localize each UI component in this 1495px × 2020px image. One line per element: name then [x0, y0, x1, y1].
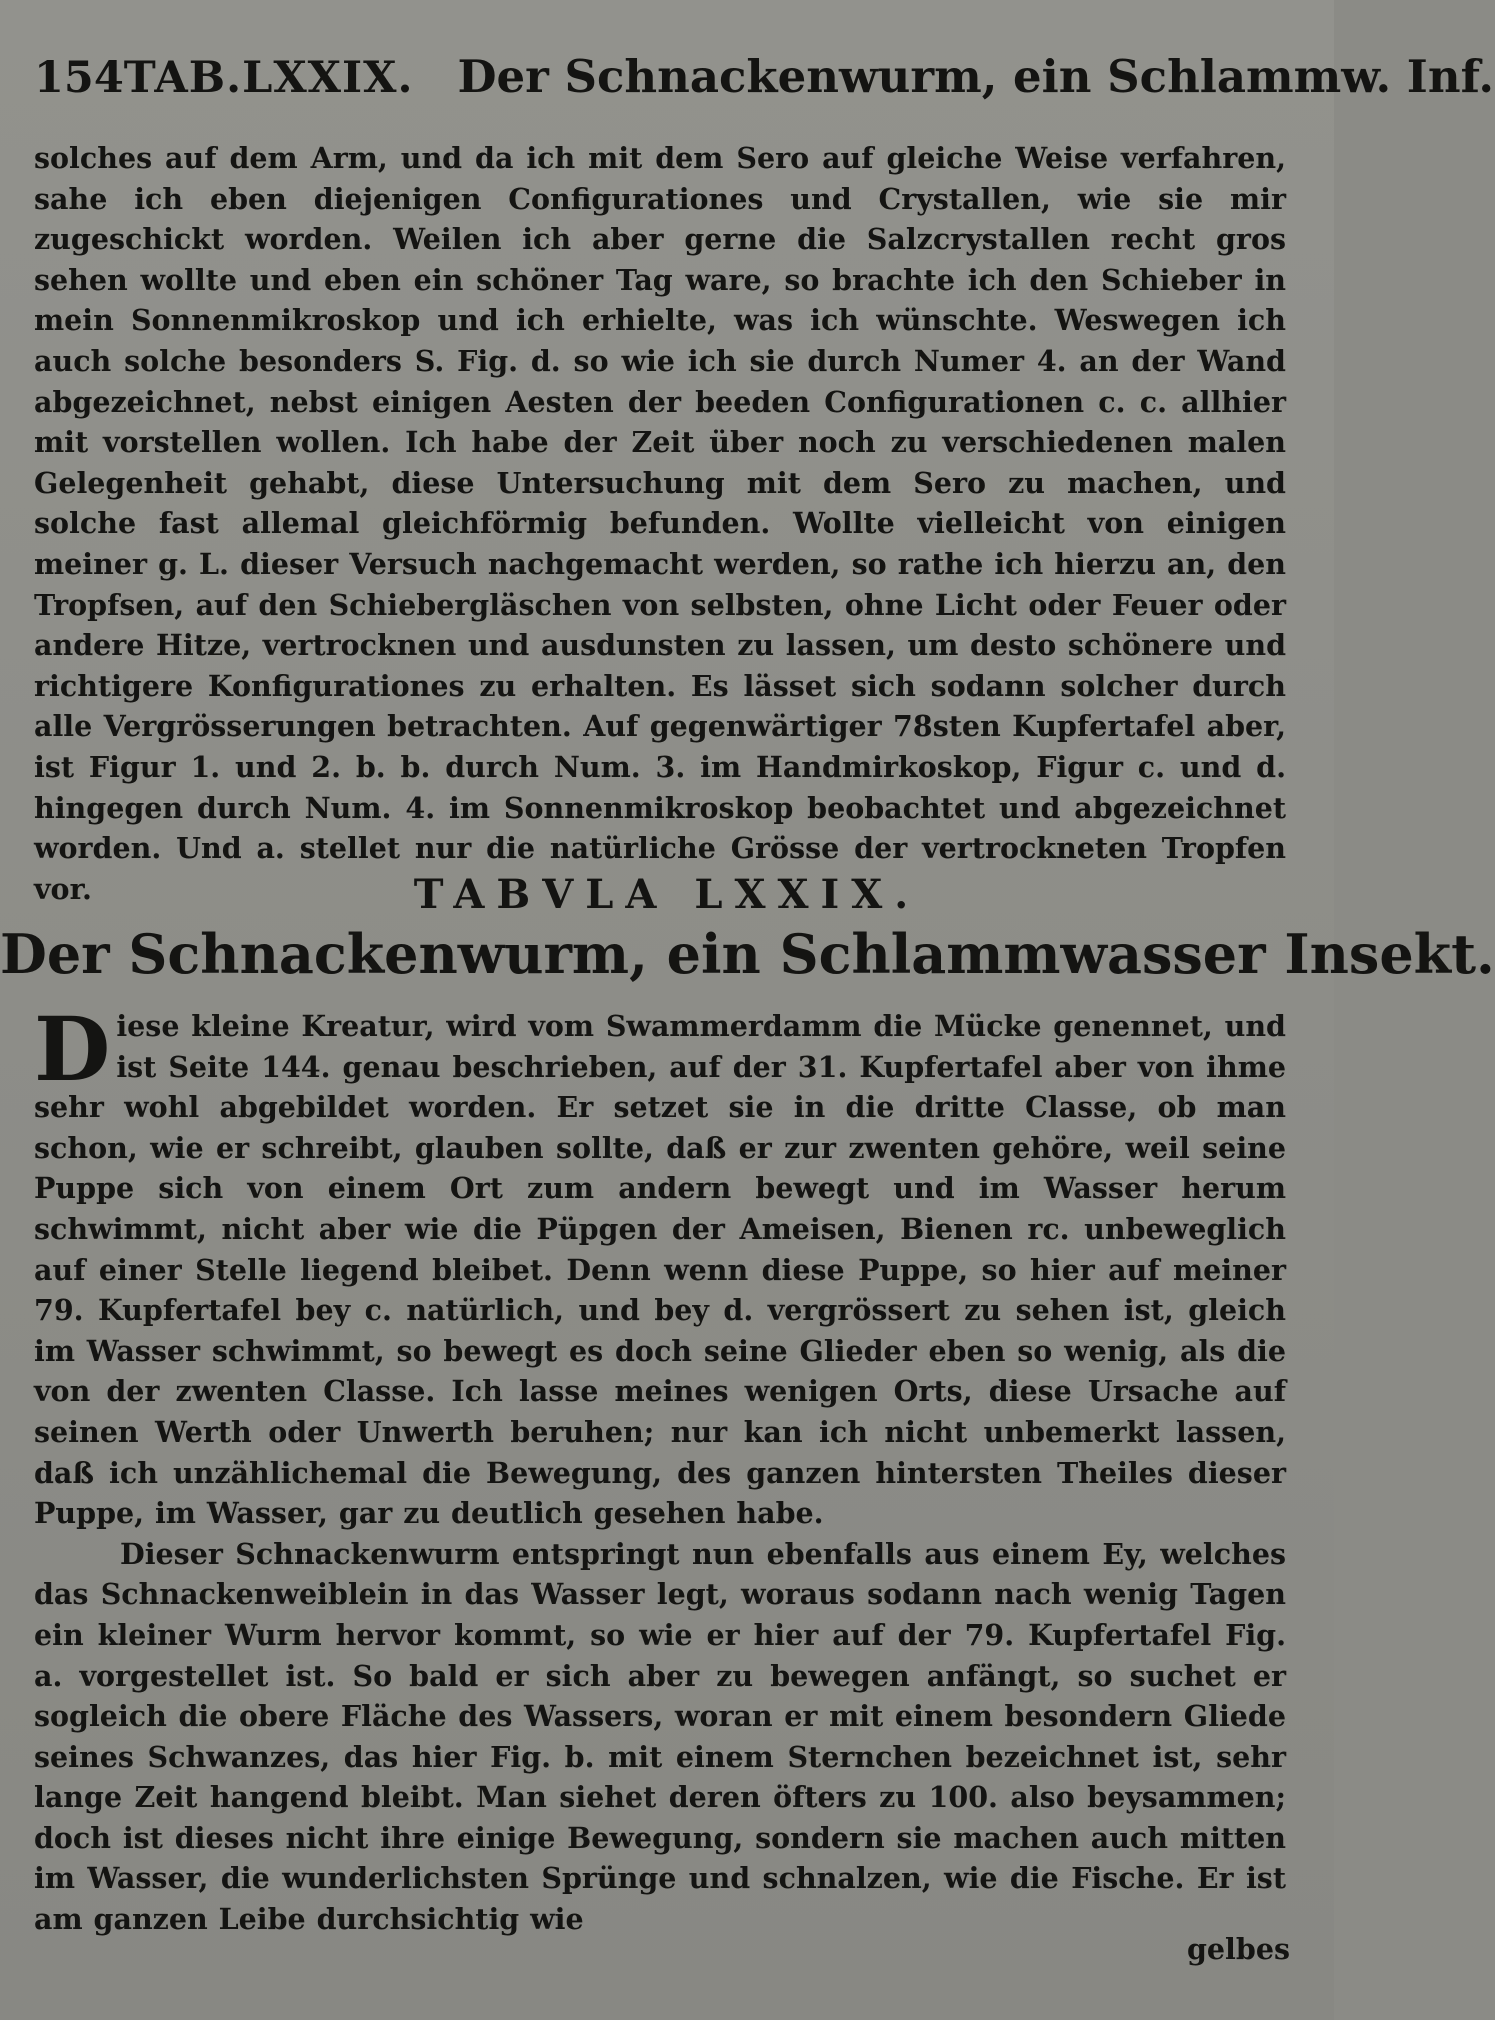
paragraph-2: Dieser Schnackenwurm entspringt nun ebenfalls aus einem Ey, welches das Schnackenweiblein in das Wasser legt, woraus sodann nach wenig Tagen ein kleiner Wurm hervor kommt, so wie er hier auf der 79. Kupfertafel Fig. a. vorgestellet ist. So bald er sich aber zu bewegen anfängt, so suchet er sogleich die obere Fläche des Wassers, woran er mit einem besondern Gliede seines Schwanzes, das hier Fig. b. mit einem Sternchen bezeichnet ist, sehr lange Zeit hangend bleibt. Man siehet deren öfters zu 100. also beysammen; doch ist dieses nicht ihre einige Bewegung, sondern sie machen auch mitten im Wasser, die wunderlichsten Sprünge und schnalzen, wie die Fische. Er ist am ganzen Leibe durchsichtig wie — [34, 1536, 1286, 1937]
plate-heading: TABVLA LXXIX. — [413, 871, 921, 918]
running-header — [34, 50, 1494, 120]
page-number: 154 — [34, 53, 124, 103]
text-block-main — [34, 997, 1286, 1937]
section-title: Der Schnackenwurm, ein Schlammwasser Insekt. — [0, 922, 1495, 986]
paragraph-1 — [34, 997, 1286, 1534]
catchword: gelbes — [1187, 1932, 1290, 1966]
drop-cap: D — [34, 997, 111, 1101]
paragraph-1-text: iese kleine Kreatur, wird vom Swammerdamm die Mücke genennet, und ist Seite 144. genau beschrieben, auf der 31. Kupfertafel aber von ihme sehr wohl abgebildet worden. Er setzet sie in die dritte Classe, ob man schon, wie er schreibt, glauben sollte, daß er zur zwenten gehöre, weil seine Puppe sich von einem Ort zum andern bewegt und im Wasser herum schwimmt, nicht aber wie die Püpgen der Ameisen, Bienen rc. unbeweglich auf einer Stelle liegend bleibet. Denn wenn diese Puppe, so hier auf meiner 79. Kupfertafel bey c. natürlich, und bey d. vergrössert zu sehen ist, gleich im Wasser schwimmt, so bewegt es doch seine Glieder eben so wenig, als die von der zwenten Classe. Ich lasse meines wenigen Orts, diese Ursache auf seinen Werth oder Unwerth beruhen; nur kan ich nicht unbemerkt lassen, daß ich unzählichemal die Bewegung, des ganzen hintersten Theiles dieser Puppe, im Wasser, gar zu deutlich gesehen habe. — [34, 1009, 1286, 1531]
plate-label: TAB.LXXIX. — [123, 53, 414, 103]
running-title: Der Schnackenwurm, ein Schlammw. Inf. — [457, 50, 1494, 103]
paragraph-continued: solches auf dem Arm, und da ich mit dem Sero auf gleiche Weise verfahren, sahe ich eben diejenigen Configurationes und Crystallen, wie sie mir zugeschickt worden. Weilen ich aber gerne die Salzcrystallen recht gros sehen wollte und eben ein schöner Tag ware, so brachte ich den Schieber in mein Sonnenmikroskop und ich erhielte, was ich wünschte. Weswegen ich auch solche besonders S. Fig. d. so wie ich sie durch Numer 4. an der Wand abgezeichnet, nebst einigen Aesten der beeden Configurationen c. c. allhier mit vorstellen wollen. Ich habe der Zeit über noch zu verschiedenen malen Gelegenheit gehabt, diese Untersuchung mit dem Sero zu machen, und solche fast allemal gleichförmig befunden. Wollte vielleicht von einigen meiner g. L. dieser Versuch nachgemacht werden, so rathe ich hierzu an, den Tropfsen, auf den Schiebergläschen von selbsten, ohne Licht oder Feuer oder andere Hitze, vertrocknen und ausdunsten zu lassen, um desto schönere und richtigere Konfigurationes zu erhalten. Es lässet sich sodann solcher durch alle Vergrösserungen betrachten. Auf gegenwärtiger 78sten Kupfertafel aber, ist Figur 1. und 2. b. b. durch Num. 3. im Handmirkoskop, Figur c. und d. hingegen durch Num. 4. im Sonnenmikroskop beobachtet und abgezeichnet worden. Und a. stellet nur die natürliche Grösse der vertrockneten Tropfen vor. — [34, 141, 1286, 906]
